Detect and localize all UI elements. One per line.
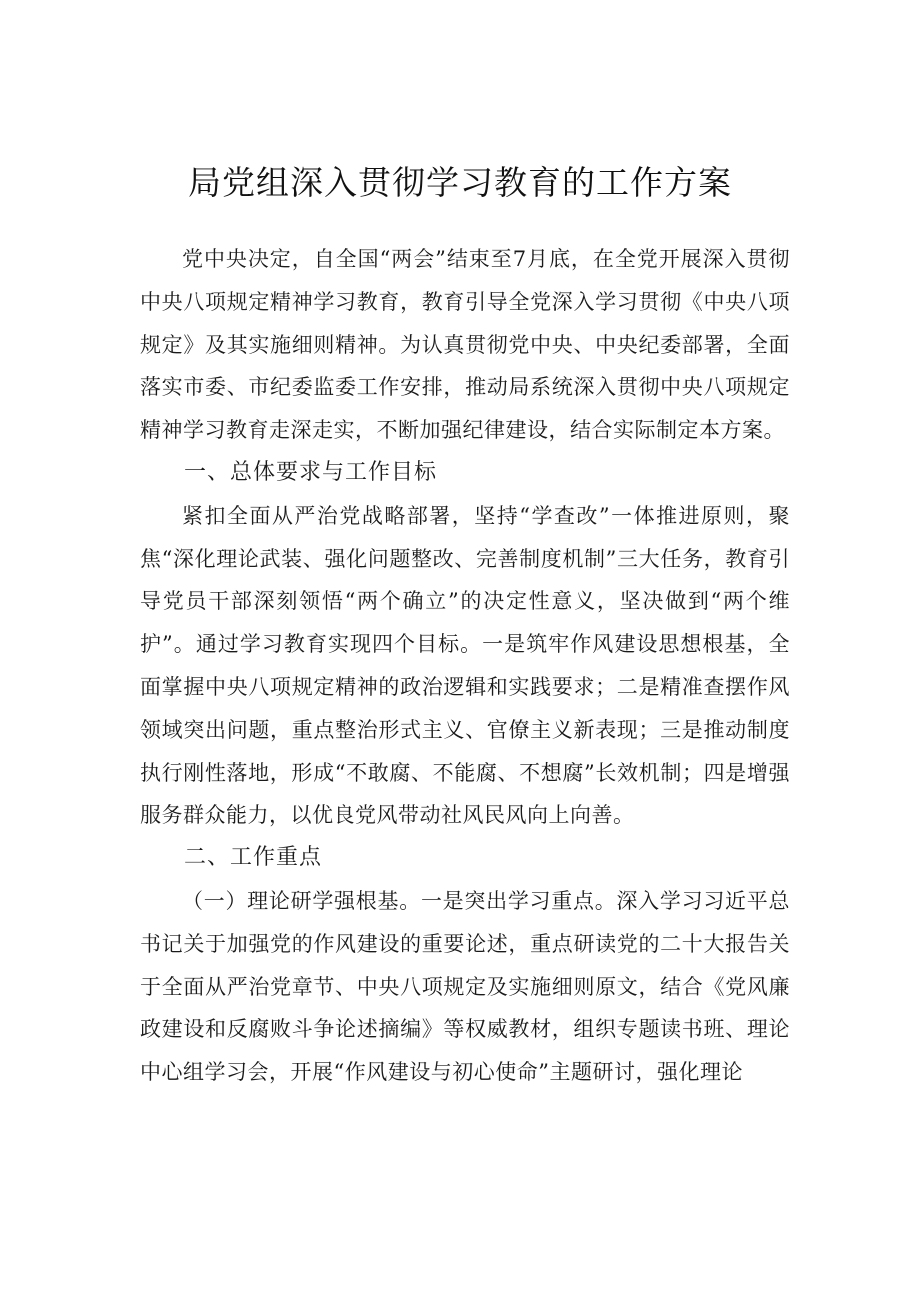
document-body — [140, 238, 790, 1094]
section-heading-2: 二、工作重点 — [184, 845, 323, 871]
document-title: 局党组深入贯彻学习教育的工作方案 — [188, 163, 732, 202]
section-2-paragraph: （一）理论研学强根基。一是突出学习重点。深入学习习近平总书记关于加强党的作风建设的重要论述，重点研读党的二十大报告关于全面从严治党章节、中央八项规定及实施细则原文，结合《党风廉政建设和反腐败斗争论述摘编》等权威教材，组织专题读书班、理论中心组学习会，开展“作风建设与初心使命”主题研讨，强化理论 — [140, 888, 790, 1085]
section-1-paragraph: 紧扣全面从严治党战略部署，坚持“学查改”一体推进原则，聚焦“深化理论武装、强化问题整改、完善制度机制”三大任务，教育引导党员干部深刻领悟“两个确立”的决定性意义，坚决做到“两个维护”。通过学习教育实现四个目标。一是筑牢作风建设思想根基，全面掌握中央八项规定精神的政治逻辑和实践要求；二是精准查摆作风领域突出问题，重点整治形式主义、官僚主义新表现；三是推动制度执行刚性落地，形成“不敢腐、不能腐、不想腐”长效机制；四是增强服务群众能力，以优良党风带动社风民风向上向善。 — [140, 503, 790, 828]
intro-paragraph: 党中央决定，自全国“两会”结束至7月底，在全党开展深入贯彻中央八项规定精神学习教育，教育引导全党深入学习贯彻《中央八项规定》及其实施细则精神。为认真贯彻党中央、中央纪委部署，全面落实市委、市纪委监委工作安排，推动局系统深入贯彻中央八项规定精神学习教育走深走实，不断加强纪律建设，结合实际制定本方案。 — [140, 247, 790, 443]
section-heading-1: 一、总体要求与工作目标 — [184, 459, 438, 485]
